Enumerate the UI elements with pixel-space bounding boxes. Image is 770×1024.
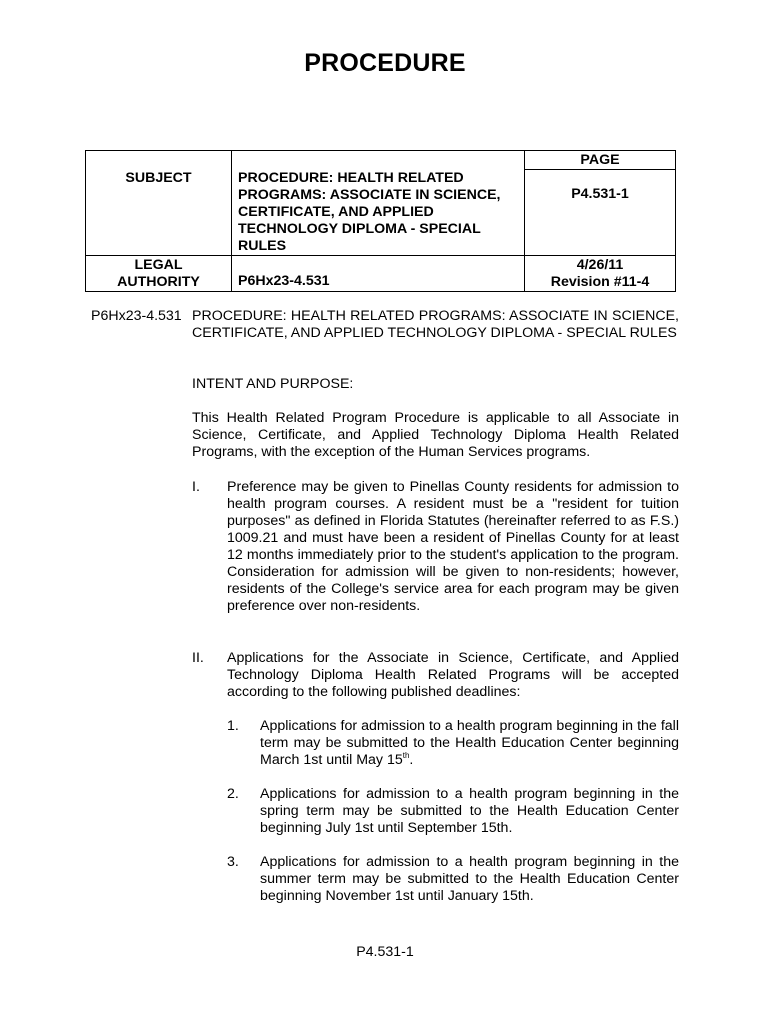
section-marker: II.	[192, 650, 204, 666]
date-revision-cell	[525, 256, 676, 292]
intro-paragraph: This Health Related Program Procedure is applicable to all Associate in Science, Certificate, and Applied Technology Diploma Health Related Programs, with the exception of the Human Services programs.	[192, 410, 679, 460]
section-marker: I.	[192, 479, 200, 495]
subject-line: RULES	[238, 238, 287, 254]
deadline-item	[260, 718, 679, 769]
legal-authority-label-cell	[86, 256, 232, 292]
page-value: P4.531-1	[571, 186, 629, 202]
subject-label-cell	[86, 151, 232, 256]
subject-cell	[232, 151, 525, 256]
deadline-tail: .	[409, 752, 414, 768]
deadline-text: Applications for admission to a health program beginning in the summer term may be submitted to the Health Education Center beginning November 1st until January 15th.	[260, 854, 679, 904]
subject-line: CERTIFICATE, AND APPLIED	[238, 204, 434, 220]
header-table	[85, 150, 676, 292]
page-cell	[525, 151, 676, 256]
intent-heading: INTENT AND PURPOSE:	[192, 376, 354, 392]
deadline-ordinal-suffix: th	[402, 751, 410, 760]
revision-number: Revision #11-4	[550, 274, 650, 290]
subject-label: SUBJECT	[125, 170, 192, 186]
subject-line: PROCEDURE: HEALTH RELATED	[238, 170, 464, 186]
rule-number: P6Hx23-4.531	[91, 308, 182, 324]
legal-label-1: LEGAL	[134, 257, 183, 273]
deadline-marker: 3.	[227, 854, 239, 870]
section-text: Applications for the Associate in Science, Certificate, and Applied Technology Diploma Health Related Programs will be accepted according to the following published deadlines:	[227, 650, 679, 700]
deadline-marker: 2.	[227, 786, 239, 802]
page-label: PAGE	[525, 151, 675, 170]
legal-authority-value: P6Hx23-4.531	[232, 256, 525, 292]
subject-line: PROGRAMS: ASSOCIATE IN SCIENCE,	[238, 187, 501, 203]
section-text: Preference may be given to Pinellas County residents for admission to health program courses. A resident must be a "resident for tuition purposes" as defined in Florida Statutes (hereinafter referred to as F.S.) 1009.21 and must have been a resident of Pinellas County for at least 12 months immediately prior to the student's application to the program. Consideration for admission will be given to non-residents; however, residents of the College's service area for each program may be given preference over non-residents.	[227, 479, 679, 614]
deadline-text: Applications for admission to a health program beginning in the spring term may be submitted to the Health Education Center beginning July 1st until September 15th.	[260, 786, 679, 836]
legal-label-2: AUTHORITY	[117, 274, 200, 290]
page-footer: P4.531-1	[356, 944, 414, 960]
revision-date: 4/26/11	[576, 257, 624, 273]
document-title: PROCEDURE	[304, 49, 466, 77]
rule-title: PROCEDURE: HEALTH RELATED PROGRAMS: ASSOCIATE IN SCIENCE, CERTIFICATE, AND APPLIED TECHNOLOGY DIPLOMA - SPECIAL RULES	[192, 308, 679, 341]
deadline-marker: 1.	[227, 718, 239, 734]
deadline-text: Applications for admission to a health program beginning in the fall term may be submitted to the Health Education Center beginning March 1st until May 15	[260, 718, 679, 768]
subject-line: TECHNOLOGY DIPLOMA - SPECIAL	[238, 221, 481, 237]
